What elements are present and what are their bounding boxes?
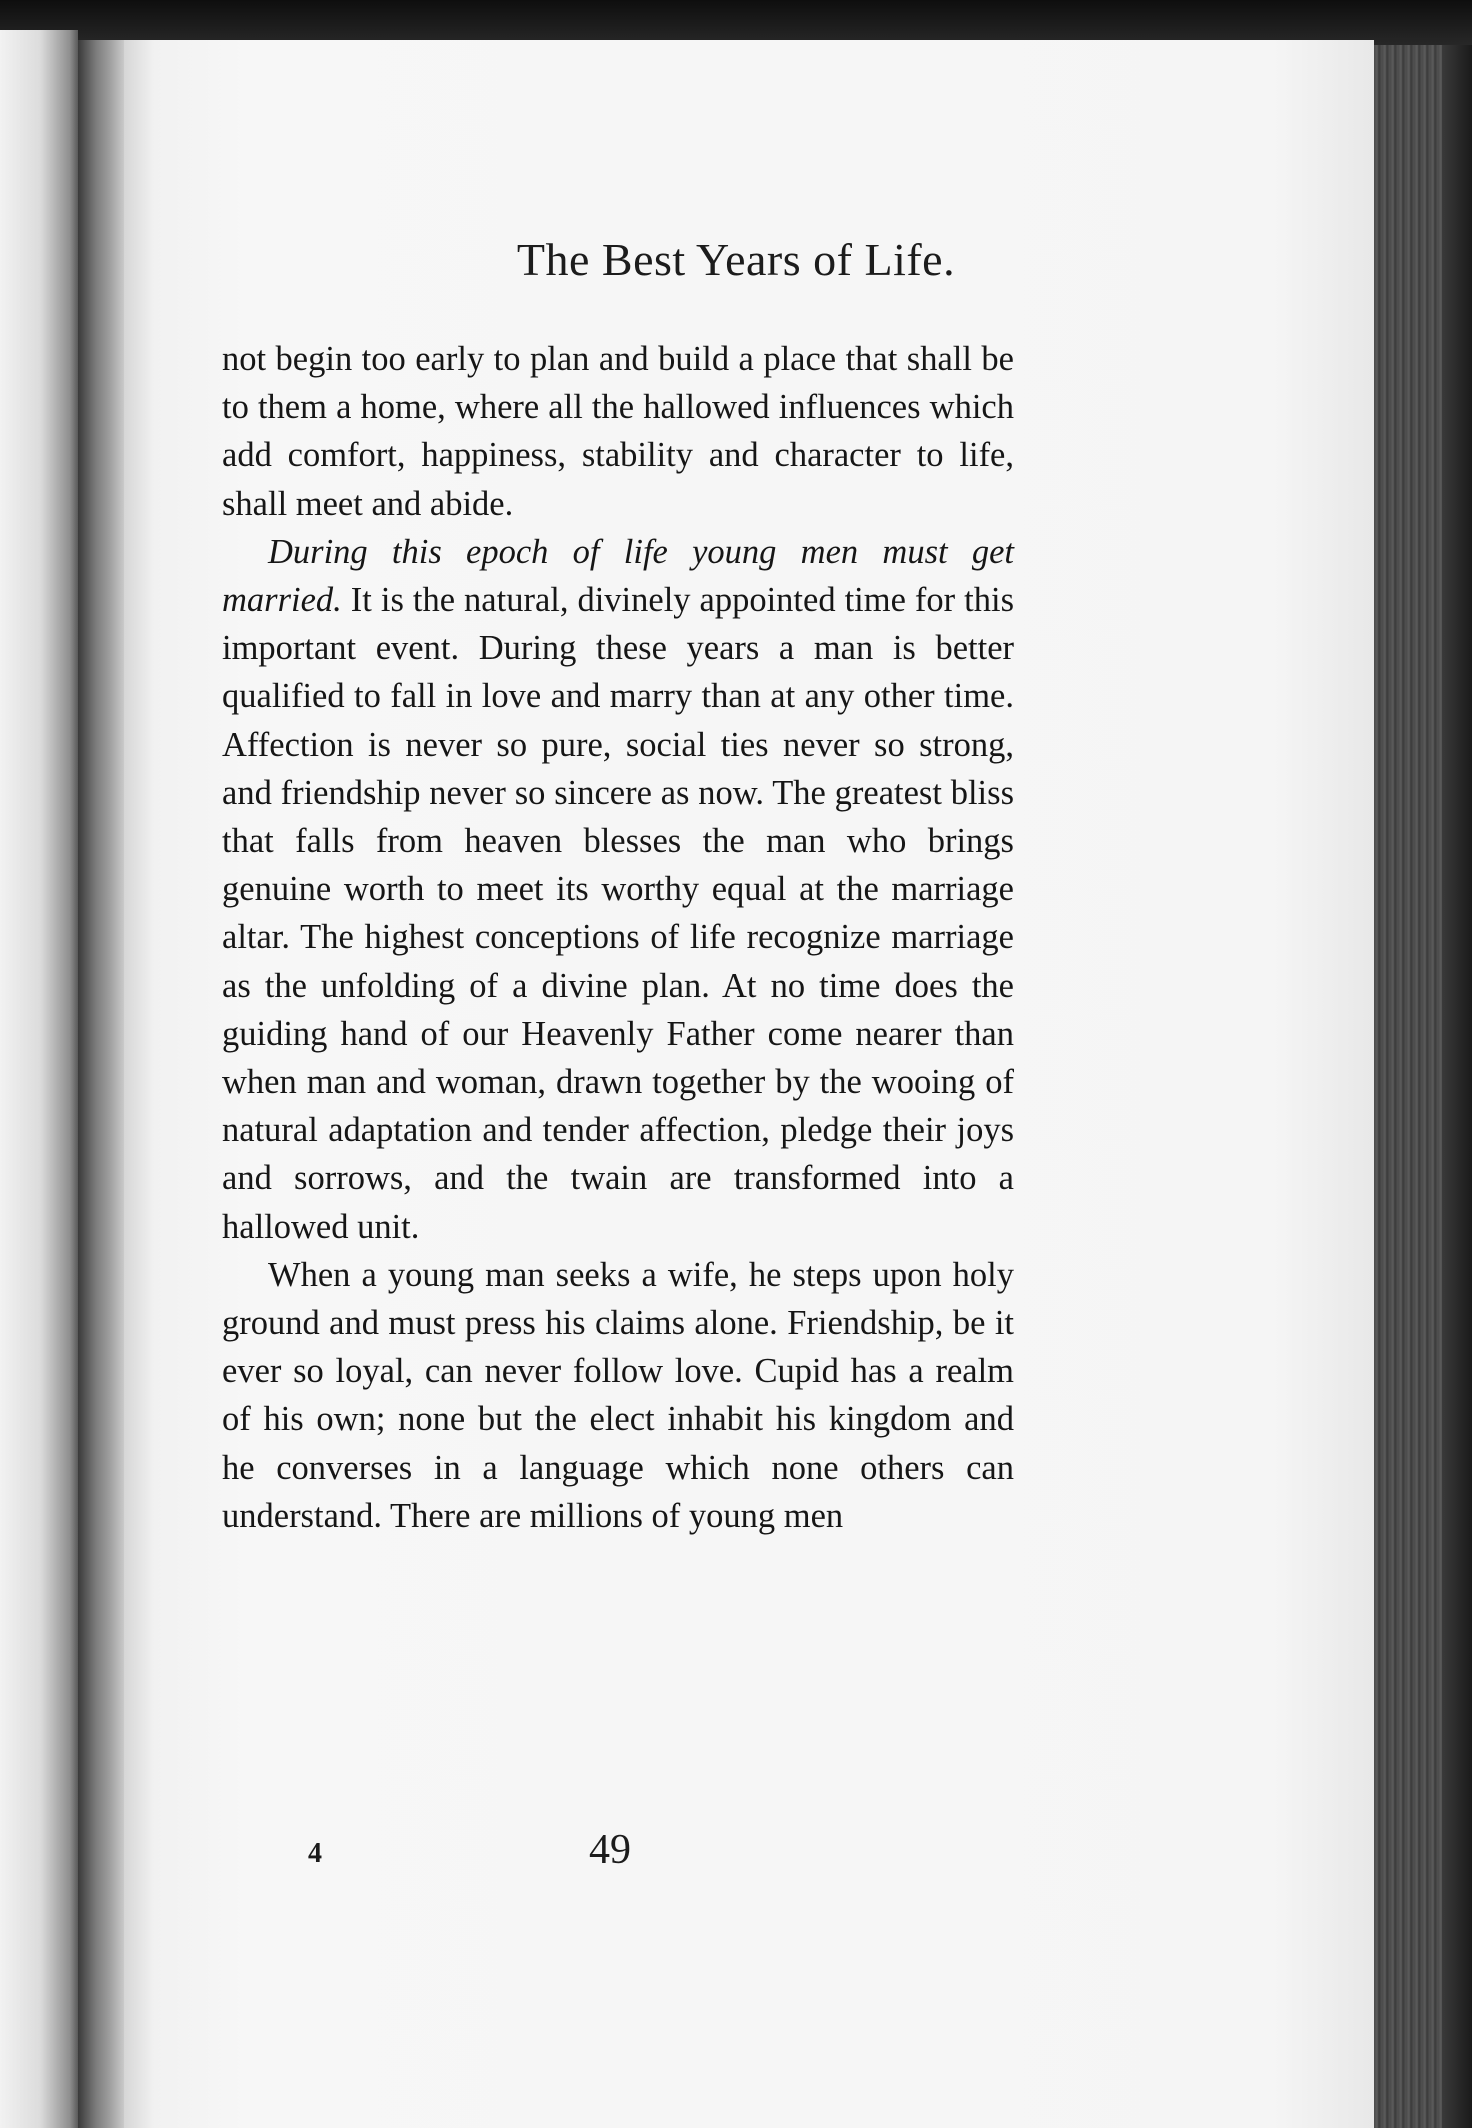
paragraph-text: When a young man seeks a wife, he steps upon holy ground and must press his claims alone. Friendship, be it ever so loyal, can never follow love. Cupid has a realm of his own; none but the elect inhabit his kingdom and he converses in a language which none others can understand. There are millions of young men <box>222 1255 1014 1535</box>
page-number: 49 <box>589 1827 631 1873</box>
page-edges <box>1374 45 1472 2128</box>
paragraph-text: It is the natural, divinely appointed time for this important event. During these years a man is better qualified to fall in love and marry than at any other time. Affection is never so pure, social ties never so strong, and friendship never so sincere as now. The greatest bliss that falls from heaven blesses the man who brings genuine worth to meet its worthy equal at the marriage altar. The highest conceptions of life recognize marriage as the unfolding of a divine plan. At no time does the guiding hand of our Heavenly Father come nearer than when man and woman, drawn together by the wooing of natural adaptation and tender affection, pledge their joys and sorrows, and the twain are transformed into a hallowed unit. <box>222 581 1014 1246</box>
previous-page-edge <box>0 30 78 2128</box>
italic-lead: During this epoch of life young men must get married. <box>222 532 1014 620</box>
paragraph <box>222 1251 1014 1540</box>
paragraph-text: not begin too early to plan and build a place that shall be to them a home, where all the hallowed influences which add comfort, happiness, stability and character to life, shall meet and abide. <box>222 340 1014 523</box>
paragraph-continued <box>222 335 1014 528</box>
book-gutter <box>78 40 124 2128</box>
running-head: The Best Years of Life. <box>516 234 956 285</box>
paragraph <box>222 528 1014 1251</box>
signature-mark: 4 <box>308 1838 322 1869</box>
body-text <box>222 335 1014 1540</box>
